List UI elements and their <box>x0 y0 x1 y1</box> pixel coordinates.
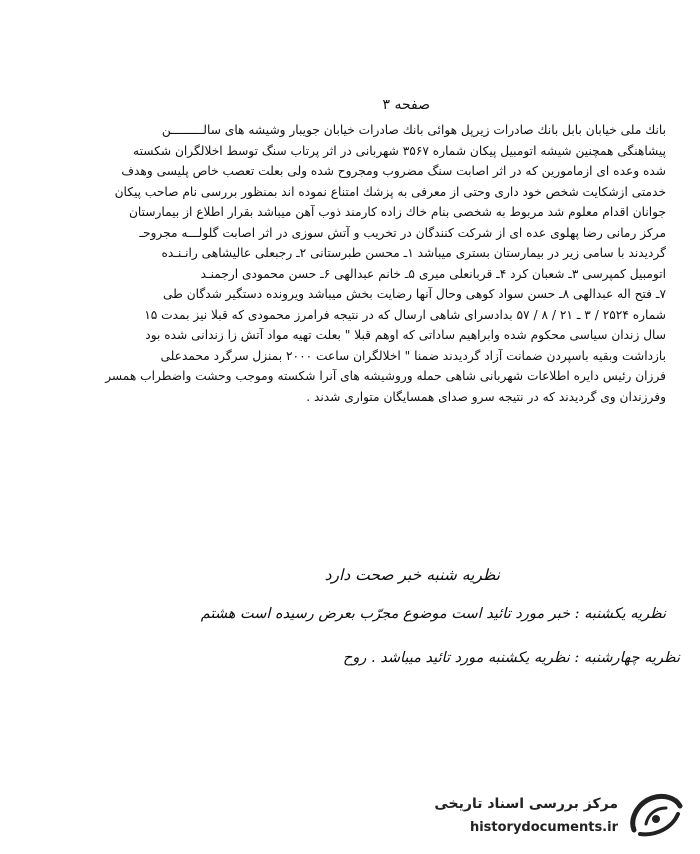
text-line-13: فرزان رئيس دايره اطلاعات شهربانى شاهى حمله وروشيشه هاى آنرا شكسته وموجب وحشت واضطراب همسر <box>105 369 666 383</box>
text-line-4: خدمتى ازشكايت شخص خود دارى وحتى از معرفى به پزشك امتناع نموده اند بمنظور بررسى نام صاحب پيكان <box>114 184 666 199</box>
typed-text-body <box>36 120 666 407</box>
text-line-6: مركز رمانى رضا پهلوى عده اى از شركت كنندگان در تخريب و آتش سوزى در اثر اصابت گلولـــه مجروحـ <box>139 225 666 240</box>
document-roll-logo-icon <box>626 790 684 842</box>
archive-watermark <box>420 786 690 846</box>
text-line-7: گرديدند با سامى زير در بيمارستان بسترى ميباشد ۱ـ محسن طبرستانى ۲ـ رجبعلى عاليشاهى رانـنـده <box>161 246 666 260</box>
text-line-8: اتومبيل كمپرسى ۳ـ شعبان كرد ۴ـ قربانعلى ميرى ۵ـ خانم عبدالهى ۶ـ حسن محمودى ارجمنـد <box>200 266 666 281</box>
text-line-11: سال زندان سياسى محكوم شده وابراهيم ساداتى كه اوهم قبلا " بعلت تهيه مواد آتش زا زندانى شده بود <box>145 328 666 342</box>
handwritten-note-saturday: نظريه شنبه خبر صحت دارد <box>324 566 500 584</box>
page-number: صفحه ۳ <box>382 97 430 113</box>
handwritten-note-sunday: نظريه يكشنبه : خبر مورد تائيد است موضوع مجرّب بعرض رسيده است هشتم <box>200 606 666 622</box>
text-line-5: جوانان اقدام معلوم شد مربوط به شخصى بنام خاك زاده كارمند ذوب آهن ميباشد بقرار اطلاع از بيمارستان <box>128 205 666 219</box>
text-line-10: شماره ۲۵۲۴ / ۳ ـ ۲۱ / ۸ / ۵۷ بدادسراى شاهى ارسال كه در نتيجه فرامرز محمودى كه قبلا نيز بمدت ۱۵ <box>144 307 666 322</box>
text-line-2: پيشاهنگى همچنين شيشه اتومبيل پيكان شماره ۳۵۶۷ شهربانى در اثر پرتاب سنگ توسط اخلالگران شكسته <box>133 143 666 158</box>
text-line-14: وفرزندان وى گرديدند كه در نتيجه سرو صداى همسايگان متوارى شدند . <box>306 389 666 404</box>
text-line-3: شده وعده اى ازمامورين كه در اثر اصابت سنگ مضروب ومجروح شده ولى بعلت تعصب خاص پليسى وهدف <box>121 164 666 178</box>
handwritten-note-wednesday: نظريه چهارشنبه : نظريه يكشنبه مورد تائيد ميباشد . روح <box>343 650 680 666</box>
archive-name: مركز بررسى اسناد تاريخى <box>434 796 618 812</box>
text-line-12: بازداشت وبقيه باسپردن ضمانت آزاد گرديدند ضمنا " اخلالگران ساعت ۲۰۰۰ بمنزل سرگرد محمدعلى <box>160 348 666 363</box>
archive-website: historydocuments.ir <box>469 820 618 835</box>
text-line-1: بانك ملى خيابان بابل بانك صادرات زيرپل هوائى بانك صادرات خيابان جويبار وشيشه هاى سالـــــــــن <box>161 123 666 137</box>
text-line-9: ۷ـ فتح اله عبدالهى ۸ـ حسن سواد كوهى وحال آنها رضايت بخش ميباشد ويرونده دستگير شدگان طى <box>163 287 666 301</box>
